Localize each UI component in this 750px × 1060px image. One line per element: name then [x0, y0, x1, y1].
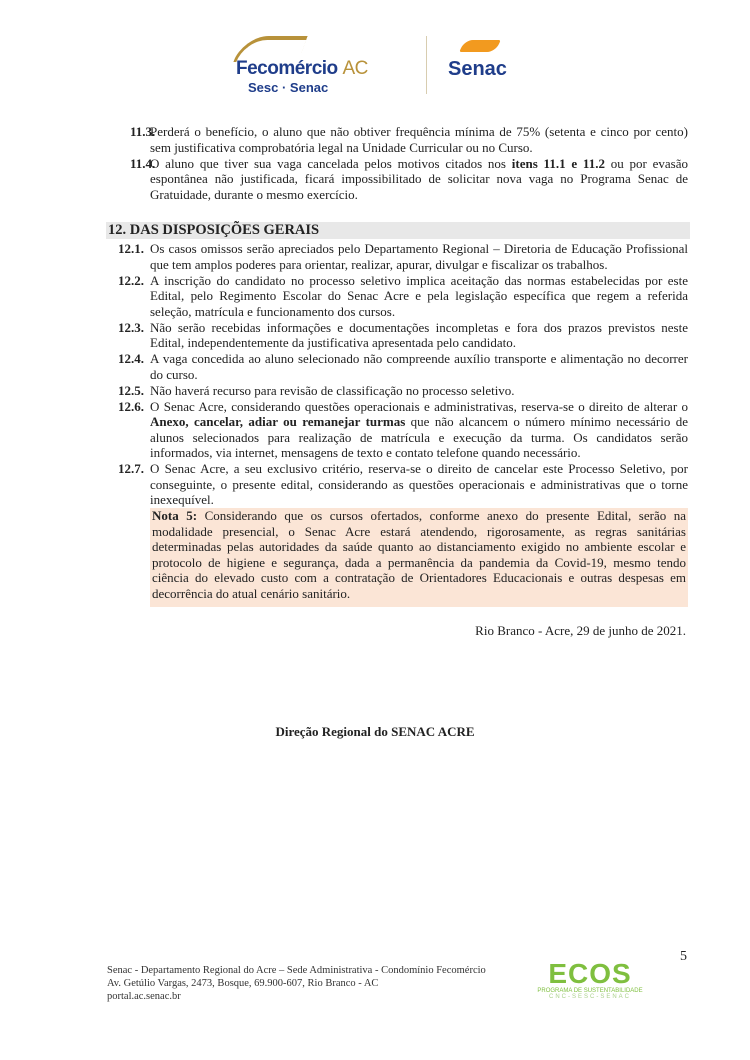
item-number: 12.5. [118, 382, 144, 398]
item-text: O aluno que tiver sua vaga cancelada pelos motivos citados nos [150, 155, 512, 171]
item-text: Perderá o benefício, o aluno que não obtiver frequência mínima de 75% (setenta e cinco por cento) sem justificativa comprobatória legal na Unidade Curricular ou no Curso. [150, 124, 688, 155]
ecos-logo [535, 960, 645, 1000]
list-item [0, 399, 688, 461]
ecos-title: ECOS [548, 958, 632, 989]
logo-fecomercio-text: Fecomércio [236, 58, 338, 79]
item-text: A inscrição do candidato no processo seletivo implica aceitação das normas estabelecidas por este Edital, pelo Regimento Escolar do Senac Acre e pela legislação específica que regem a referida seleção, matrícula e funcionamento dos cursos. [150, 272, 688, 319]
item-number: 12.3. [118, 319, 144, 335]
item-text: O Senac Acre, a seu exclusivo critério, reserva-se o direito de cancelar este Processo Seletivo, por conseguinte, o presente edital, considerando as questões operacionais e administrativas que o torne inexequível. [150, 461, 688, 507]
ecos-subtitle: PROGRAMA DE SUSTENTABILIDADE [537, 988, 643, 994]
footer-link: portal.ac.senac.br [107, 991, 181, 1002]
item-text-bold: itens 11.1 e 11.2 [511, 155, 605, 171]
item-number: 12.7. [118, 461, 144, 476]
place-date: Rio Branco - Acre, 29 de junho de 2021. [475, 623, 686, 638]
item-number: 12.1. [118, 241, 144, 256]
ecos-orgs: CNC-SESC-SENAC [548, 994, 631, 1000]
list-item [0, 383, 688, 399]
item-number: 12.4. [118, 351, 144, 366]
logo-fecomercio [236, 58, 368, 80]
nota-5 [150, 508, 688, 607]
list-item [0, 241, 688, 272]
list-item [0, 124, 688, 155]
item-number: 11.4. [130, 155, 156, 171]
page-number: 5 [680, 949, 687, 964]
section-12-items [0, 241, 750, 508]
item-text-bold: Anexo, cancelar, adiar ou remanejar turmas [150, 414, 406, 429]
document-body [0, 124, 750, 607]
section-11-items [0, 124, 750, 202]
footer-address [107, 964, 486, 1003]
logo-divider [426, 36, 427, 94]
item-number: 11.3. [130, 124, 156, 139]
item-text: que não alcancem o número mínimo necessário de alunos selecionados para realização de matrícula e execução da turma. Os candidatos serão informados, via internet, mensagens de texto e contato telefone quando necessário. [150, 414, 688, 460]
footer-line: Av. Getúlio Vargas, 2473, Bosque, 69.900-607, Rio Branco - AC [107, 978, 379, 989]
footer-line: Senac - Departamento Regional do Acre – Sede Administrativa - Condomínio Fecomércio [107, 965, 486, 976]
list-item [0, 273, 688, 320]
signature: Direção Regional do SENAC ACRE [275, 724, 475, 739]
logo-senac: Senac [448, 58, 507, 80]
senac-swoosh-icon [459, 40, 501, 52]
logo-ac-text: AC [342, 58, 368, 79]
list-item [0, 156, 688, 203]
logo-sub: Sesc · Senac [248, 80, 329, 95]
section-12-heading: 12. DAS DISPOSIÇÕES GERAIS [106, 222, 690, 239]
item-text: O Senac Acre, considerando questões operacionais e administrativas, reserva-se o direito de alterar o [150, 398, 688, 414]
item-number: 12.2. [118, 272, 144, 288]
item-text: ou por evasão espontânea não justificada, ficará impossibilitado de solicitar nova vaga no Programa Senac de Gratuidade, durante o mesmo exercício. [150, 155, 688, 202]
header-logo [232, 30, 522, 100]
list-item [0, 461, 688, 508]
item-text: Não haverá recurso para revisão de classificação no processo seletivo. [150, 382, 515, 398]
item-number: 12.6. [118, 398, 144, 414]
item-text: Não serão recebidas informações e documentações incompletas e fora dos prazos previstos neste Edital, independentemente da justificativa apresentada pelo candidato. [150, 319, 688, 350]
item-text: Os casos omissos serão apreciados pelo Departamento Regional – Diretoria de Educação Profissional que tem amplos poderes para orientar, realizar, apurar, divulgar e fiscalizar os trabalhos. [150, 241, 688, 272]
nota-text: Considerando que os cursos ofertados, conforme anexo do presente Edital, serão na modalidade presencial, o Senac Acre estará atendendo, rigorosamente, as regras sanitárias determinadas pelas autoridades da saúde quanto ao distanciamento exigido no ambiente escolar e protocolo de higiene e segurança, dada a permanência da pandemia da Covid-19, mesmo tendo ciência do elevado custo com a contratação de Orientadores Educacionais e outras despesas em decorrência do atual cenário sanitário. [152, 508, 687, 601]
list-item [0, 320, 688, 351]
item-text: A vaga concedida ao aluno selecionado não compreende auxílio transporte e alimentação no decorrer do curso. [150, 351, 688, 382]
nota-label: Nota 5: [152, 508, 198, 523]
list-item [0, 351, 688, 382]
